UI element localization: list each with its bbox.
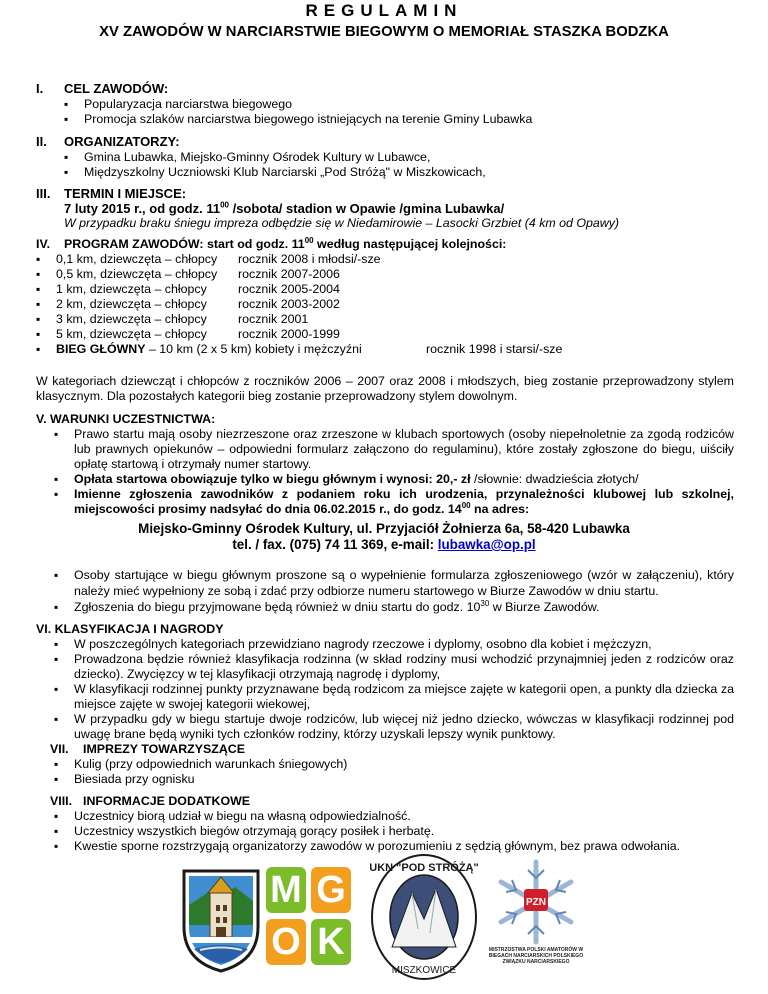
program-note: W kategoriach dziewcząt i chłopców z roczników 2006 – 2007 oraz 2008 i młodszych, bieg zostanie przeprowadzony stylem klasycznym. Dla pozostałych kategorii bieg zostanie przeprowadzony stylem dowolnym. <box>36 374 734 403</box>
section-title-sup: 00 <box>304 235 314 245</box>
program-main-distance <box>56 342 426 357</box>
ukn-pod-stroza-logo <box>370 849 478 983</box>
program-distance: ▪ 1 km, dziewczęta – chłopcy <box>56 282 207 296</box>
program-row <box>36 267 736 282</box>
program-year: rocznik 2000-1999 <box>238 327 340 341</box>
list-item: ▪ Prowadzona będzie również klasyfikacja rodzinna (w skład rodziny musi wchodzić przynajmniej jeden z rodziców oraz dziecko). Zwycięzcy w tej klasyfikacji otrzymają nagrodę i dyplomy, <box>54 652 734 682</box>
section-title-rest: według następującej kolejności: <box>313 237 507 251</box>
same-day-sup: 30 <box>480 598 490 608</box>
mgok-tile-o: O <box>266 919 306 965</box>
main-race-detail: – 10 km (2 x 5 km) kobiety i mężczyźni <box>145 342 362 356</box>
main-race-label: BIEG GŁÓWNY <box>56 342 146 356</box>
section-title: TERMIN I MIEJSCE: <box>64 186 187 201</box>
program-distance: ▪ 0,5 km, dziewczęta – chłopcy <box>56 267 218 281</box>
section-number: IV. <box>36 237 51 251</box>
bullet-list <box>64 97 736 127</box>
section-program <box>36 237 736 357</box>
section-number: III. <box>36 186 51 201</box>
program-distance: ▪ 0,1 km, dziewczęta – chłopcy <box>56 252 218 266</box>
same-day-text: Zgłoszenia do biegu przyjmowane będą również w dniu startu do godz. 10 <box>74 600 481 614</box>
program-distance: ▪ 5 km, dziewczęta – chłopcy <box>56 327 207 341</box>
section-warunki-cont <box>36 567 734 615</box>
list-item <box>54 472 734 487</box>
program-row <box>36 252 736 267</box>
section-heading <box>36 81 736 96</box>
program-distance: ▪ 2 km, dziewczęta – chłopcy <box>56 297 207 311</box>
program-row <box>36 312 736 327</box>
list-item: ▪ W klasyfikacji rodzinnej punkty przyznawane będą rodzicom za miejsce zajęte w kategorii open, a punkty dla dziecka za miejsce zajęte w swojej kategorii wiekowej, <box>54 682 734 712</box>
list-item: ▪ Popularyzacja narciarstwa biegowego <box>64 97 736 112</box>
list-item: ▪ Uczestnicy wszystkich biegów otrzymają gorący posiłek i herbatę. <box>54 824 750 839</box>
registration-text: Imienne zgłoszenia zawodników z podaniem roku ich urodzenia, przynależności klubowej lub szkolnej, miejscowości prosimy nadsyłać do dnia 06.02.2015 r., do godz. 14 <box>74 487 734 516</box>
page-subtitle: XV ZAWODÓW W NARCIARSTWIE BIEGOWYM O MEMORIAŁ STASZKA BODZKA <box>99 24 669 40</box>
mgok-tile-k: K <box>311 919 351 965</box>
program-year: rocznik 2001 <box>238 312 309 326</box>
section-number: VII. <box>50 742 69 756</box>
section-heading <box>36 186 736 201</box>
contact-phone: tel. / fax. (075) 74 11 369, e-mail: <box>232 537 438 552</box>
list-item: ▪ W poszczególnych kategoriach przewidziano nagrody rzeczowe i dyplomy, osobno dla kobiet i mężczyzn, <box>54 637 734 652</box>
section-title: ORGANIZATORZY: <box>64 134 180 149</box>
lubawka-coat-of-arms-logo <box>180 865 262 973</box>
mgok-logo <box>266 867 352 969</box>
section-heading <box>36 134 736 149</box>
registration-sup: 00 <box>461 500 471 510</box>
event-date <box>64 201 736 216</box>
list-item: ▪ Uczestnicy biorą udział w biegu na własną odpowiedzialność. <box>54 809 750 824</box>
list-item: ▪ Międzyszkolny Uczniowski Klub Narciarski „Pod Stróżą" w Miszkowicach, <box>64 165 736 180</box>
same-day-rest: w Biurze Zawodów. <box>489 600 600 614</box>
email-link[interactable]: lubawka@op.pl <box>437 537 536 552</box>
contact-line <box>0 537 768 553</box>
section-heading <box>50 742 750 757</box>
list-item: ▪ W przypadku gdy w biegu startuje dwoje rodziców, lub więcej niż jedno dziecko, wówczas w klasyfikacji rodzinnej pod uwagę brane będą wyniki tych członków rodziny, którzy uzyskali lepszy wynik punktowy. <box>54 712 734 742</box>
page-title: REGULAMIN <box>305 1 463 20</box>
section-number: II. <box>36 134 47 149</box>
program-year: rocznik 1998 i starsi/-sze <box>426 342 563 356</box>
pzn-snowflake-logo <box>486 859 586 979</box>
section-klasyfikacja <box>36 622 734 742</box>
list-item <box>54 487 734 517</box>
address-block <box>0 521 768 553</box>
section-title: IMPREZY TOWARZYSZĄCE <box>83 742 246 756</box>
program-year: rocznik 2008 i młodsi/-sze <box>238 252 381 266</box>
program-distance: ▪ 3 km, dziewczęta – chłopcy <box>56 312 207 326</box>
section-cel <box>36 81 736 127</box>
program-row <box>36 327 736 342</box>
section-title: CEL ZAWODÓW: <box>64 81 169 96</box>
list-item: ▪ Promocja szlaków narciarstwa biegowego istniejących na terenie Gminy Lubawka <box>64 112 736 127</box>
ukn-text: UKN "POD STRÓŻĄ" <box>370 862 478 874</box>
list-item: ▪ Kulig (przy odpowiednich warunkach śniegowych) <box>54 757 750 772</box>
logos-row <box>0 843 768 983</box>
list-item <box>54 599 734 615</box>
bullet-list <box>54 427 734 517</box>
address-line: Miejsko-Gminny Ośrodek Kultury, ul. Przyjaciół Żołnierza 6a, 58-420 Lubawka <box>138 521 630 536</box>
bullet-list <box>54 757 750 787</box>
alternate-location-note: W przypadku braku śniegu impreza odbędzie się w Niedamirowie – Lasocki Grzbiet (4 km od Opawy) <box>64 216 620 230</box>
section-heading <box>36 237 736 252</box>
event-location: /sobota/ stadion w Opawie /gmina Lubawka/ <box>228 201 505 216</box>
section-title: PROGRAM ZAWODÓW: start od godz. 11 <box>64 237 305 251</box>
bullet-list <box>54 567 734 615</box>
list-item: ▪ Gmina Lubawka, Miejsko-Gminny Ośrodek Kultury w Lubawce, <box>64 150 736 165</box>
section-title: V. WARUNKI UCZESTNICTWA: <box>36 412 216 426</box>
mgok-tile-g: G <box>311 867 351 913</box>
program-year: rocznik 2003-2002 <box>238 297 340 311</box>
program-row <box>36 282 736 297</box>
section-organizatorzy <box>36 134 736 180</box>
section-warunki <box>36 412 734 517</box>
pzn-mark: PZN <box>526 897 546 908</box>
section-imprezy <box>50 742 750 787</box>
list-item: ▪ Biesiada przy ognisku <box>54 772 750 787</box>
section-title: INFORMACJE DODATKOWE <box>83 794 251 808</box>
list-item: ▪ Osoby startujące w biegu głównym proszone są o wypełnienie formularza zgłoszeniowego (wzór w załączeniu), który należy mieć wypełniony ze sobą i zdać przy odbiorze numeru startowego w Biurze Zawodów w dniu startu. <box>54 567 734 599</box>
event-date-text: 7 luty 2015 r., od godz. 11 <box>64 201 221 216</box>
section-termin <box>36 186 736 231</box>
program-row-main <box>36 342 736 357</box>
bullet-list <box>54 637 734 742</box>
registration-rest: na adres: <box>470 502 530 516</box>
fee-text: Opłata startowa obowiązuje tylko w biegu głównym i wynosi: 20,- zł <box>74 472 471 486</box>
section-heading <box>50 794 750 809</box>
mgok-tile-m: M <box>266 867 306 913</box>
program-list <box>36 252 736 357</box>
bullet-list <box>64 150 736 180</box>
pzn-caption: MISTRZOSTWA POLSKI AMATORÓW W BIEGACH NARCIARSKICH POLSKIEGO ZWIĄZKU NARCIARSKIEGO <box>488 947 584 965</box>
list-item: ▪ Kwestie sporne rozstrzygają organizatorzy zawodów w porozumieniu z sędzią głównym, bez prawa odwołania. <box>54 839 750 854</box>
program-year: rocznik 2005-2004 <box>238 282 340 296</box>
fee-words: /słownie: dwadzieścia złotych/ <box>470 472 639 486</box>
event-date-sup: 00 <box>220 200 229 210</box>
program-row <box>36 297 736 312</box>
section-title: VI. KLASYFIKACJA I NAGRODY <box>36 622 224 636</box>
ukn-bottom-text: MISZKOWICE <box>391 965 457 976</box>
list-item: ▪ Prawo startu mają osoby niezrzeszone oraz zrzeszone w klubach sportowych (osoby niepełnoletnie za zgodą rodziców lub prawnych opiekunów – odpowiedni formularz załączono do regulaminu), które zostały zgłoszone do biegu, uiściły opłatę startową i otrzymały numer startowy. <box>54 427 734 472</box>
program-year: rocznik 2007-2006 <box>238 267 340 281</box>
section-number: VIII. <box>50 794 73 808</box>
section-number: I. <box>36 81 44 96</box>
